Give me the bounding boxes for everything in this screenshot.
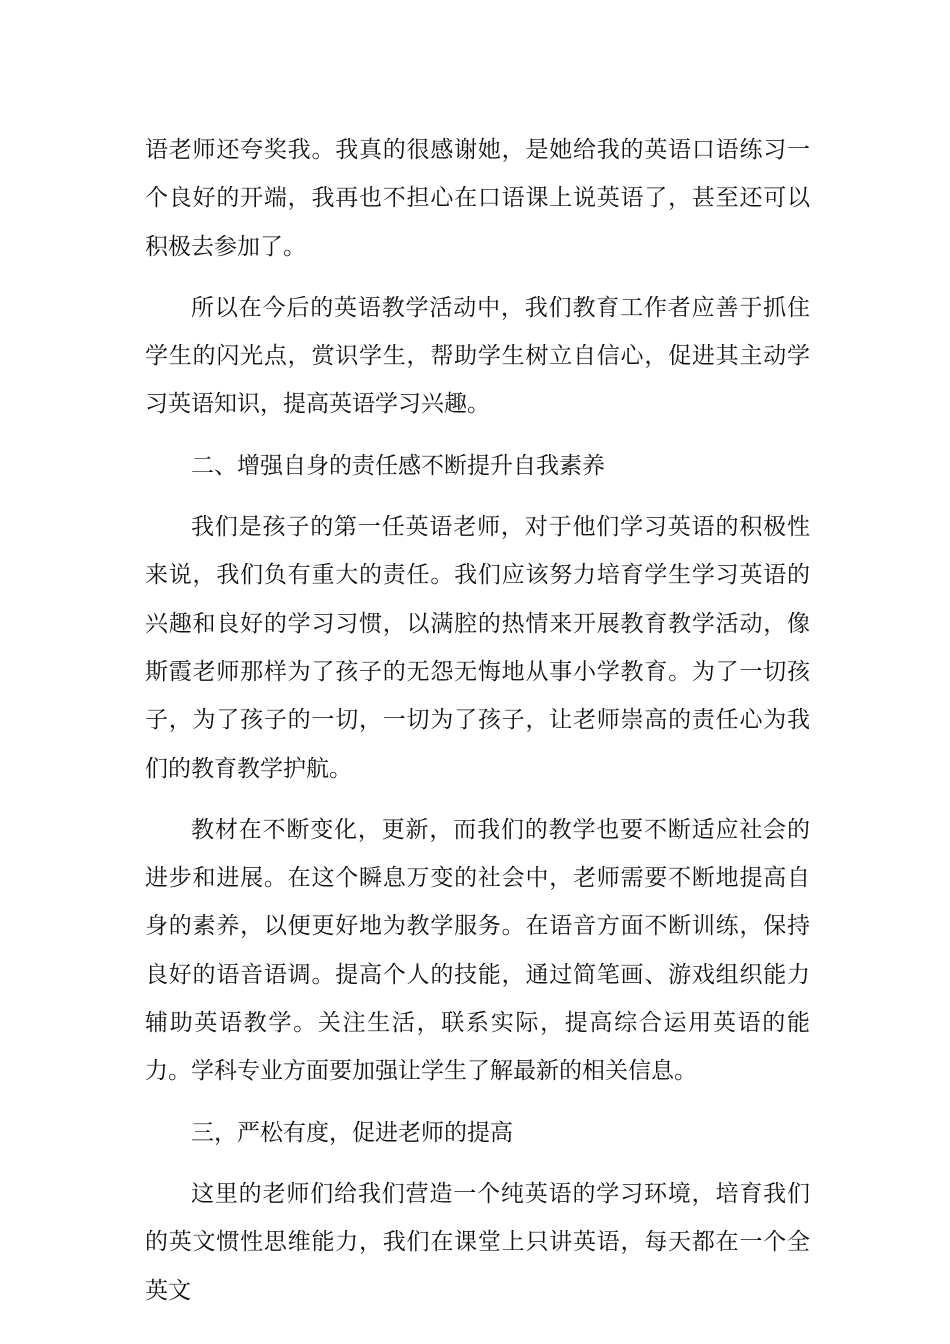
paragraph-english-environment: 这里的老师们给我们营造一个纯英语的学习环境，培育我们的英文惯性思维能力，我们在课堂上只讲英语，每天都在一个全英文	[145, 1180, 810, 1304]
section-heading-2: 二、增强自身的责任感不断提升自我素养	[191, 452, 605, 479]
paragraph-continuation: 语老师还夸奖我。我真的很感谢她，是她给我的英语口语练习一个良好的开端，我再也不担心在口语课上说英语了，甚至还可以积极去参加了。	[145, 137, 810, 260]
document-body	[145, 126, 810, 1328]
paragraph-appreciate-students: 所以在今后的英语教学活动中，我们教育工作者应善于抓住学生的闪光点，赏识学生，帮助学生树立自信心，促进其主动学习英语知识，提高英语学习兴趣。	[145, 294, 810, 418]
paragraph-responsibility: 我们是孩子的第一任英语老师，对于他们学习英语的积极性来说，我们负有重大的责任。我们应该努力培育学生学习英语的兴趣和良好的学习习惯，以满腔的热情来开展教育教学活动，像斯霞老师那样为了孩子的无怨无悔地从事小学教育。为了一切孩子，为了孩子的一切，一切为了孩子，让老师崇高的责任心为我们的教育教学护航。	[145, 514, 810, 782]
paragraph-self-improvement: 教材在不断变化，更新，而我们的教学也要不断适应社会的进步和进展。在这个瞬息万变的社会中，老师需要不断地提高自身的素养，以便更好地为教学服务。在语音方面不断训练，保持良好的语音语调。提高个人的技能，通过简笔画、游戏组织能力辅助英语教学。关注生活，联系实际，提高综合运用英语的能力。学科专业方面要加强让学生了解最新的相关信息。	[145, 816, 810, 1085]
section-heading-3: 三，严松有度，促进老师的提高	[191, 1119, 513, 1146]
